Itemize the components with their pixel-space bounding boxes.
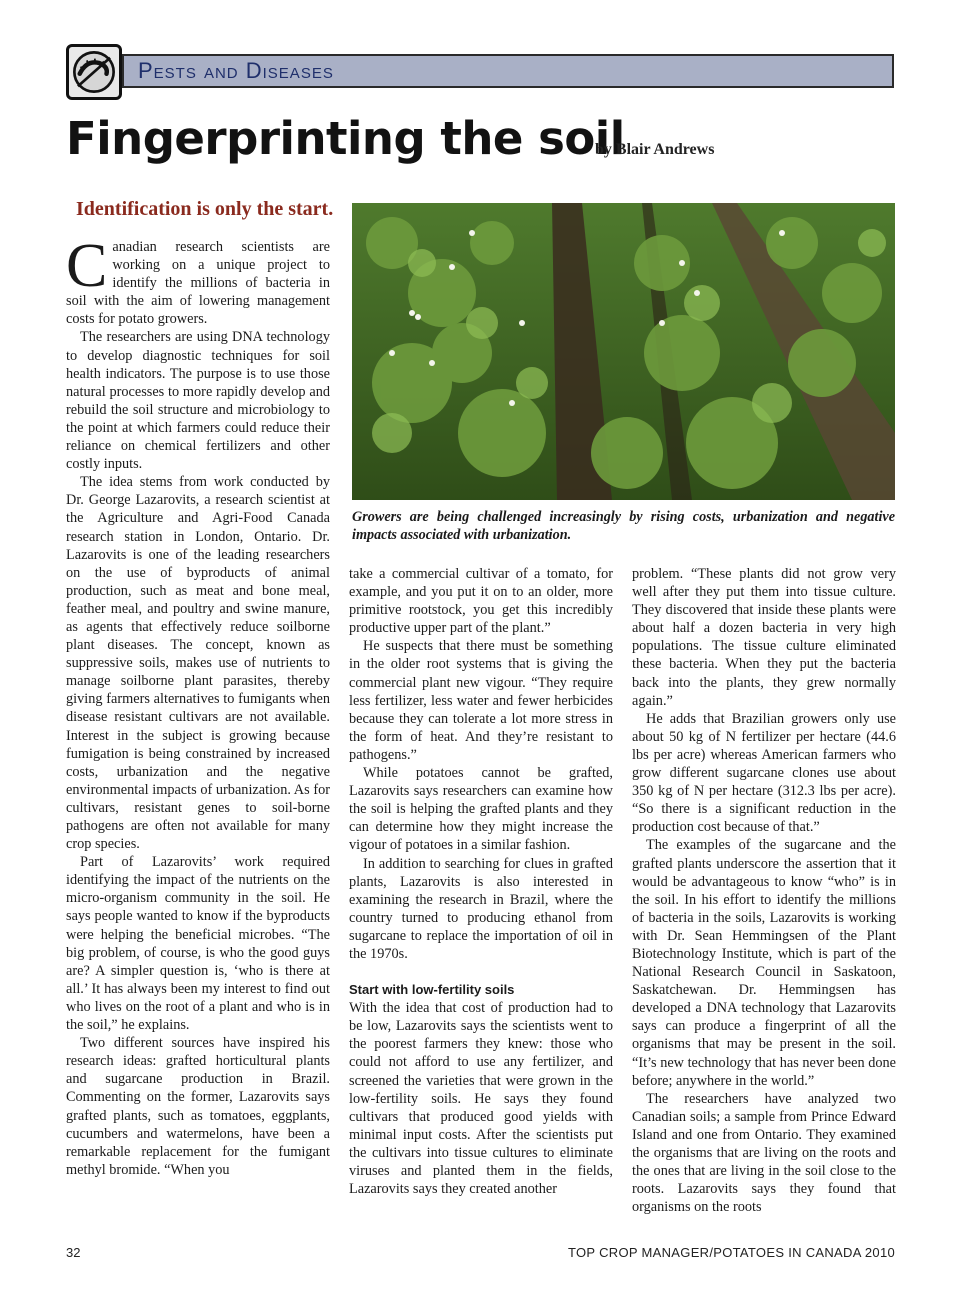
paragraph: The researchers have analyzed two Canadian soils; a sample from Prince Edward Island and one from Ontario. They examined the organisms that are living on the roots and the ones that are living in the soil close to the roots. Lazarovits says they found that organisms on the roots bbox=[632, 1090, 896, 1216]
subheading: Start with low-fertility soils bbox=[349, 982, 515, 998]
paragraph: The researchers are using DNA technology to develop diagnostic techniques for soil health indicators. The purpose is to use those natural processes to more rapidly develop and rebuild the soil structure and microbiology to the point at which farmers could reduce their reliance on chemical fertilizers and other costly inputs. bbox=[66, 329, 330, 473]
article-column-2 bbox=[349, 565, 613, 1198]
publication-name: TOP CROP MANAGER/POTATOES IN CANADA 2010 bbox=[568, 1245, 895, 1260]
page-number: 32 bbox=[66, 1245, 81, 1260]
paragraph: While potatoes cannot be grafted, Lazarovits says researchers can examine how the soil is helping the grafted plants and they can determine how they might increase the vigour of potatoes in a similar fashion. bbox=[349, 765, 613, 854]
paragraph: In addition to searching for clues in grafted plants, Lazarovits is also interested in examining the research in Brazil, where the country turned to producing ethanol from sugarcane to replace the importation of oil in the 1970s. bbox=[349, 855, 613, 962]
paragraph: problem. “These plants did not grow very well after they put them into tissue culture. They discovered that inside these plants were about half a dozen bacteria in very high populations. The tissue culture eliminated these bacteria. When they put the bacteria back into the plants, they grew normally again.” bbox=[632, 566, 896, 709]
article-column-3 bbox=[632, 565, 896, 1216]
paragraph: The examples of the sugarcane and the grafted plants underscore the assertion that it would be advantageous to know “who” is in the soil. In his effort to identify the millions of bacteria in the soils, Lazarovits is working with Dr. Sean Hemmingsen of the Plant Biotechnology Institute, which is part of the National Research Council in Saskatoon, Saskatchewan. Dr. Hemmingsen has developed a DNA technology that Lazarovits says can produce a fingerprint of all the organisms that may be present in the soil. “It’s new technology that has never been done before; anywhere in the world.” bbox=[632, 837, 897, 1089]
paragraph: Canadian research scientists are working on a unique project to identify the millions of bacteria in soil with the aim of lowering management costs for potato growers. bbox=[66, 232, 330, 328]
article-deck: Identification is only the start. bbox=[76, 198, 334, 220]
paragraph: Two different sources have inspired his research ideas: grafted horticultural plants and sugarcane production in Brazil. Commenting on the former, Lazarovits says grafted plants, such as tomatoes, eggplants, cucumbers and watermelons, have been a remarkable replacement for the fumigant methyl bromide. “When you bbox=[66, 1035, 330, 1178]
section-header-bar bbox=[122, 54, 894, 88]
paragraph: The idea stems from work conducted by Dr. George Lazarovits, a research scientist at the Agriculture and Agri-Food Canada research station in London, Ontario. Dr. Lazarovits is one of the leading researchers on the use of byproducts of animal production, such as meat and bone meal, feather meal, and poultry and swine manure, as agents that effectively reduce soilborne plant diseases. The concept, known as suppressive soils, makes use of nutrients to manage soilborne plant parasites, thereby giving farmers alternatives to fumigants when disease resistant cultivars are not available. Interest in the subject is growing because fumigation is being constrained by increased costs, urbanization and the negative environmental impacts of urbanization. As for cultivars, resistant genes to soil-borne pathogens are often not available for many crop species. bbox=[66, 474, 330, 853]
paragraph: Part of Lazarovits’ work required identifying the impact of the nutrients on the micro-organism community in the soil. He says people wanted to know if the byproducts were helping the beneficial microbes. “The big problem, of course, is who the good guys are? A simpler question is, ‘who is there at all.’ It has always been my interest to find out who lives on the root of a plant and who is in the soil,” he explains. bbox=[66, 854, 330, 1034]
paragraph: take a commercial cultivar of a tomato, for example, and you put it on to an older, more primitive rootstock, you get this incredibly productive upper part of the plant.” bbox=[349, 566, 613, 637]
paragraph: He suspects that there must be something in the older root systems that is giving the commercial plant new vigour. “They require less fertilizer, less water and fewer herbicides because they can tolerate a lot more stress in the form of heat. And they’re resistant to pathogens.” bbox=[349, 638, 613, 763]
beetle-larva-icon bbox=[66, 44, 122, 100]
section-title: Pests and Diseases bbox=[138, 58, 334, 83]
drop-cap: C bbox=[66, 232, 108, 300]
paragraph: He adds that Brazilian growers only use about 50 kg of N fertilizer per hectare (44.6 lbs per acre) whereas American farmers who grow different sugarcane clones use about 350 kg of N per hectare (312.3 lbs per acre). “So there is a significant reduction in the production cost because of that.” bbox=[632, 710, 896, 836]
photo-caption: Growers are being challenged increasingly by rising costs, urbanization and negative impacts associated with urbanization. bbox=[352, 509, 895, 543]
article-headline: Fingerprinting the soil bbox=[66, 112, 625, 165]
article-byline: by Blair Andrews bbox=[595, 141, 715, 158]
potato-field-photo bbox=[352, 203, 895, 500]
article-column-1 bbox=[66, 232, 330, 1179]
paragraph: With the idea that cost of production had to be low, Lazarovits says the scientists went to the poorest farmers they knew: those who could not afford to use any fertilizer, and screened the varieties that were grown in the low-fertility soils. He says they found cultivars that produced good yields with minimal input costs. After the scientists put the cultivars into tissue cultures to eliminate viruses and planted them in the fields, Lazarovits says they created another bbox=[349, 1000, 613, 1198]
